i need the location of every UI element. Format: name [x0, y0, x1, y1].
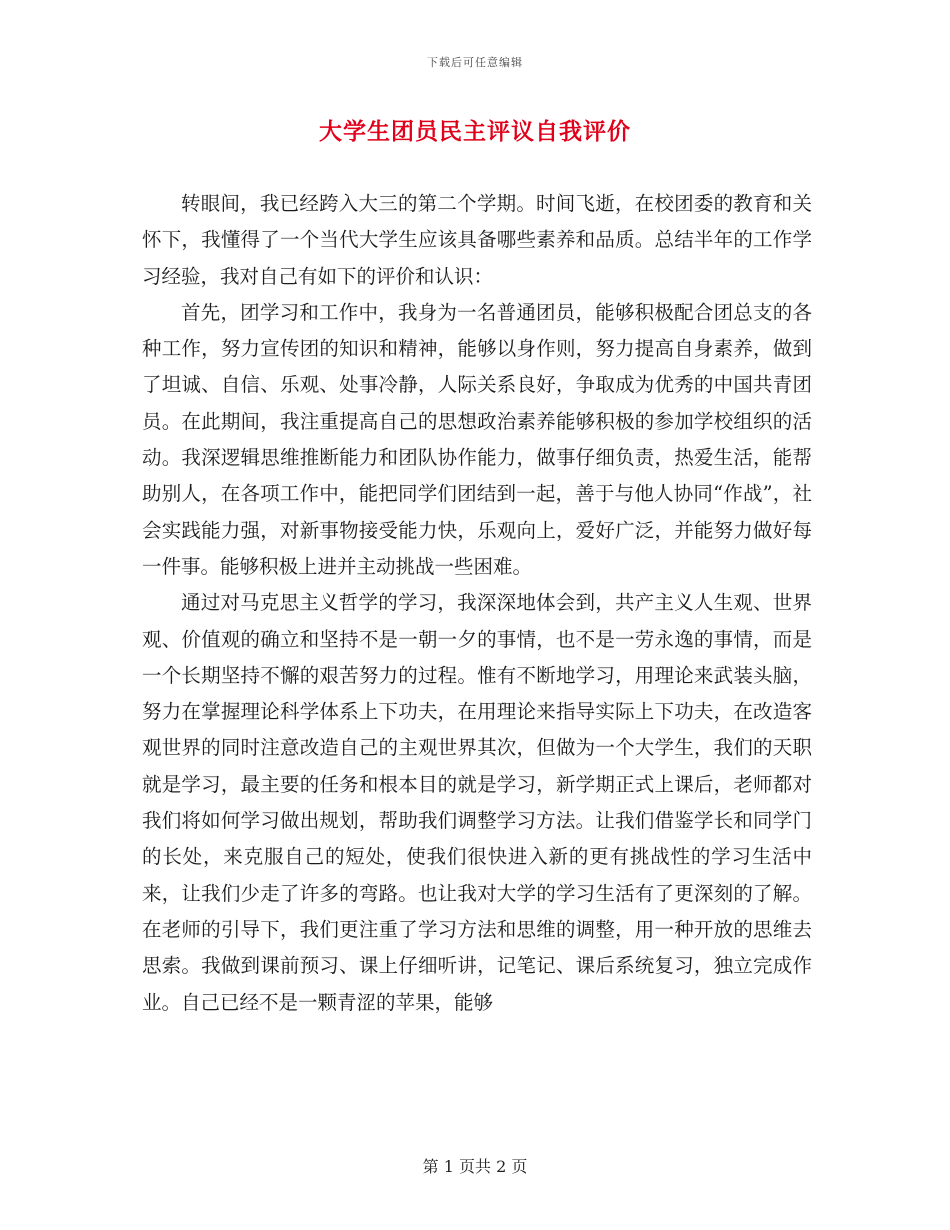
document-title: 大学生团员民主评议自我评价	[319, 118, 631, 145]
paragraph-intro: 转眼间，我已经跨入大三的第二个学期。时间飞逝，在校团委的教育和关怀下，我懂得了一个当代大学生应该具备哪些素养和品质。总结半年的工作学习经验，我对自己有如下的评价和认识：	[142, 192, 812, 288]
document-body	[142, 186, 812, 1021]
page-number: 第 1 页共 2 页	[422, 1157, 528, 1176]
paragraph-study: 通过对马克思主义哲学的学习，我深深地体会到，共产主义人生观、世界观、价值观的确立和坚持不是一朝一夕的事情，也不是一劳永逸的事情，而是一个长期坚持不懈的艰苦努力的过程。惟有不断地学习，用理论来武装头脑，努力在掌握理论科学体系上下功夫，在用理论来指导实际上下功夫，在改造客观世界的同时注意改造自己的主观世界其次，但做为一个大学生，我们的天职就是学习，最主要的任务和根本目的就是学习，新学期正式上课后，老师都对我们将如何学习做出规划，帮助我们调整学习方法。让我们借鉴学长和同学门的长处，来克服自己的短处，使我们很快进入新的更有挑战性的学习生活中来，让我们少走了许多的弯路。也让我对大学的学习生活有了更深刻的了解。在老师的引导下，我们更注重了学习方法和思维的调整，用一种开放的思维去思索。我做到课前预习、课上仔细听讲，记笔记、课后系统复习，独立完成作业。自己已经不是一颗青涩的苹果，能够	[142, 591, 812, 1014]
paragraph-work: 首先，团学习和工作中，我身为一名普通团员，能够积极配合团总支的各种工作，努力宣传团的知识和精神，能够以身作则，努力提高自身素养，做到了坦诚、自信、乐观、处事冷静，人际关系良好，争取成为优秀的中国共青团员。在此期间，我注重提高自己的思想政治素养能够积极的参加学校组织的活动。我深逻辑思维推断能力和团队协作能力，做事仔细负责，热爱生活，能帮助别人，在各项工作中，能把同学们团结到一起，善于与他人协同“作战”，社会实践能力强，对新事物接受能力快，乐观向上，爱好广泛，并能努力做好每一件事。能够积极上进并主动挑战一些困难。	[142, 300, 812, 578]
page-header-note: 下载后可任意编辑	[427, 56, 523, 69]
